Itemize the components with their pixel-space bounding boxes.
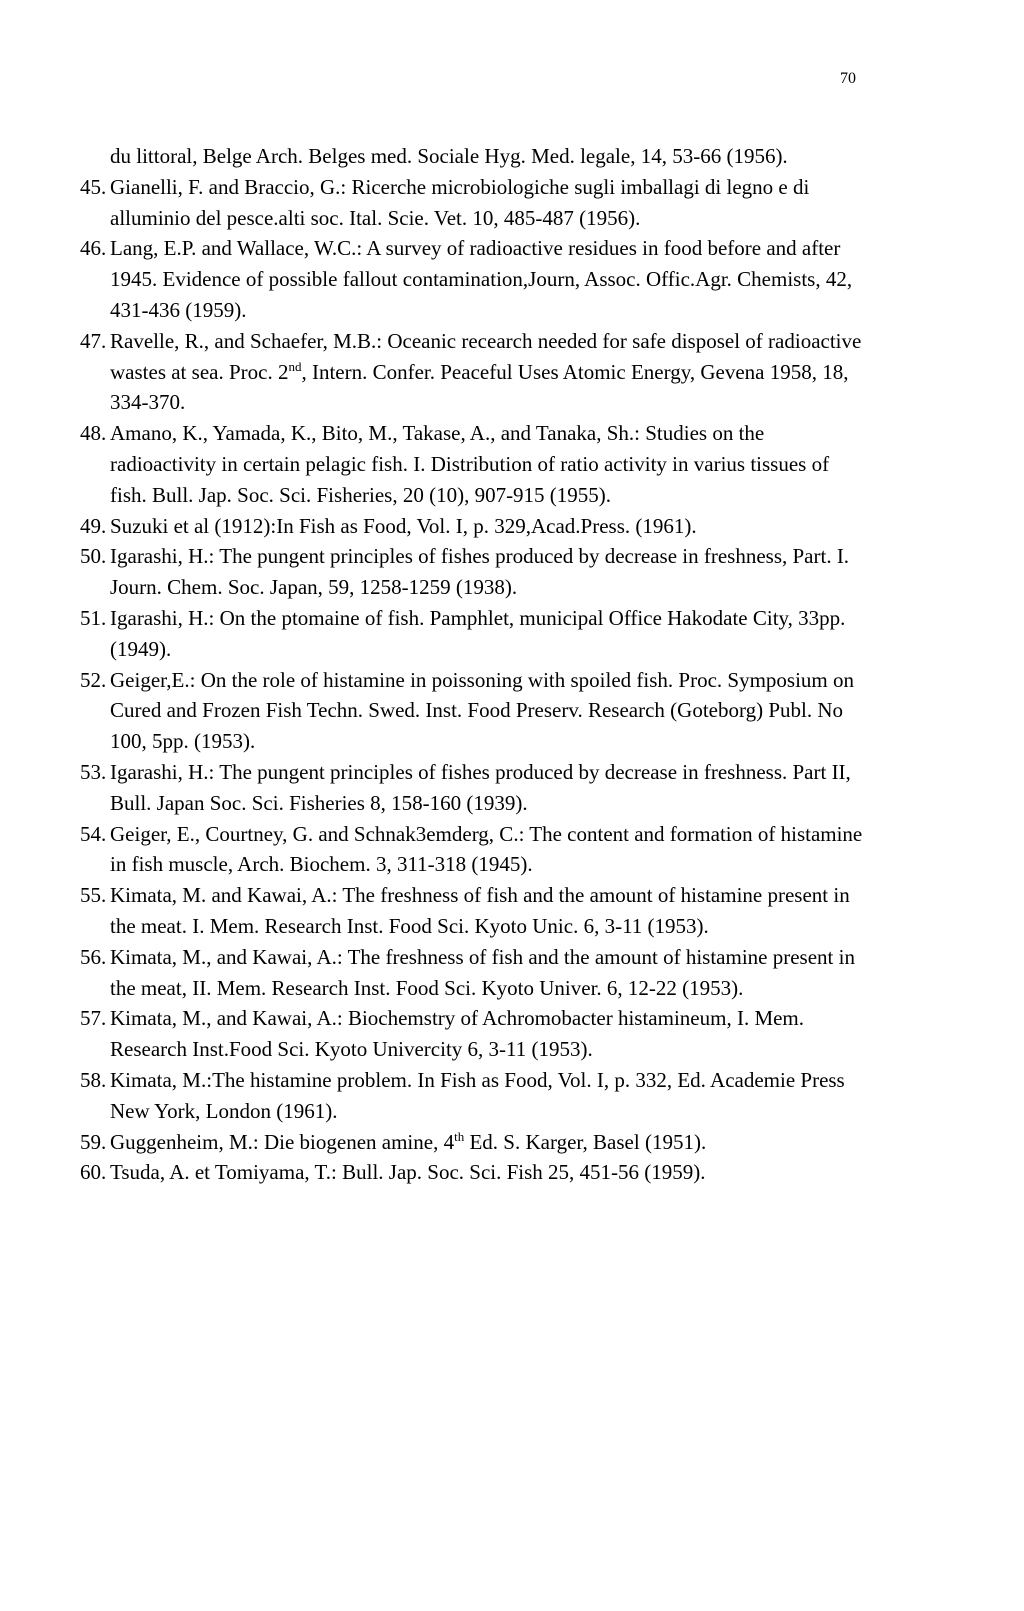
reference-text: Tsuda, A. et Tomiyama, T.: Bull. Jap. Soc. Sci. Fish 25, 451-56 (1959).	[110, 1160, 706, 1185]
reference-continuation: du littoral, Belge Arch. Belges med. Sociale Hyg. Med. legale, 14, 53-66 (1956).	[110, 144, 788, 168]
reference-text: Geiger,E.: On the role of histamine in poissoning with spoiled fish. Proc. Symposium on Cured and Frozen Fish Techn. Swed. Inst. Food Preserv. Research (Goteborg) Publ. No 100, 5pp. (1953).	[110, 667, 855, 754]
reference-number: 48.	[80, 421, 107, 446]
reference-number: 53.	[80, 759, 107, 784]
reference-number: 54.	[80, 821, 107, 846]
reference-item	[80, 603, 870, 665]
reference-number: 47.	[80, 328, 107, 353]
reference-superscript: nd	[288, 358, 302, 374]
reference-number: 57.	[80, 1006, 107, 1031]
reference-text: Igarashi, H.: The pungent principles of fishes produced by decrease in freshness, Part. I. Journ. Chem. Soc. Japan, 59, 1258-1259 (1938).	[110, 544, 850, 600]
reference-number: 58.	[80, 1067, 107, 1092]
reference-number: 60.	[80, 1160, 107, 1185]
reference-item	[80, 1065, 870, 1127]
reference-item	[80, 172, 870, 234]
reference-text-continued: , Intern. Confer. Peaceful Uses Atomic Energy, Gevena 1958, 18, 334-370.	[110, 359, 849, 415]
reference-number: 52.	[80, 667, 107, 692]
reference-item	[80, 1003, 870, 1065]
reference-number: 49.	[80, 513, 107, 538]
reference-item	[80, 1127, 870, 1158]
reference-text: Ravelle, R., and Schaefer, M.B.: Oceanic recearch needed for safe disposel of radioactive wastes at sea. Proc. 2	[110, 328, 862, 384]
reference-item	[80, 665, 870, 757]
reference-number: 46.	[80, 236, 107, 261]
reference-number: 55.	[80, 883, 107, 908]
reference-text: Gianelli, F. and Braccio, G.: Ricerche microbiologiche sugli imballagi di legno e di alluminio del pesce.alti soc. Ital. Scie. Vet. 10, 485-487 (1956).	[110, 174, 810, 230]
reference-text: Geiger, E., Courtney, G. and Schnak3emderg, C.: The content and formation of histamine in fish muscle, Arch. Biochem. 3, 311-318 (1945).	[110, 821, 863, 877]
reference-item	[80, 511, 870, 542]
reference-text: Kimata, M.:The histamine problem. In Fish as Food, Vol. I, p. 332, Ed. Academie Press New York, London (1961).	[110, 1067, 845, 1123]
reference-number: 45.	[80, 174, 107, 199]
reference-item	[80, 1157, 870, 1188]
reference-text: Suzuki et al (1912):In Fish as Food, Vol. I, p. 329,Acad.Press. (1961).	[110, 513, 697, 538]
reference-text: Igarashi, H.: The pungent principles of fishes produced by decrease in freshness. Part II, Bull. Japan Soc. Sci. Fisheries 8, 158-160 (1939).	[110, 759, 851, 815]
reference-text: Guggenheim, M.: Die biogenen amine, 4	[110, 1129, 455, 1154]
reference-item	[80, 541, 870, 603]
reference-number: 56.	[80, 944, 107, 969]
reference-text: Amano, K., Yamada, K., Bito, M., Takase, A., and Tanaka, Sh.: Studies on the radioactivity in certain pelagic fish. I. Distribution of ratio activity in varius tissues of fish. Bull. Jap. Soc. Sci. Fisheries, 20 (10), 907-915 (1955).	[110, 421, 830, 507]
reference-item	[80, 942, 870, 1004]
reference-number: 51.	[80, 605, 107, 630]
reference-item	[80, 880, 870, 942]
reference-text: Kimata, M. and Kawai, A.: The freshness of fish and the amount of histamine present in the meat. I. Mem. Research Inst. Food Sci. Kyoto Unic. 6, 3-11 (1953).	[110, 883, 850, 938]
reference-superscript: th	[454, 1128, 465, 1144]
reference-text: Kimata, M., and Kawai, A.: Biochemstry of Achromobacter histamineum, I. Mem. Research Inst.Food Sci. Kyoto Univercity 6, 3-11 (1953).	[110, 1006, 805, 1062]
reference-text: Igarashi, H.: On the ptomaine of fish. Pamphlet, municipal Office Hakodate City, 33pp. (1949).	[110, 605, 846, 661]
reference-text-continued: Ed. S. Karger, Basel (1951).	[464, 1129, 707, 1154]
reference-text: Kimata, M., and Kawai, A.: The freshness of fish and the amount of histamine present in the meat, II. Mem. Research Inst. Food Sci. Kyoto Univer. 6, 12-22 (1953).	[110, 944, 855, 1000]
page-number: 70	[840, 70, 856, 87]
reference-item	[80, 819, 870, 881]
reference-item	[80, 418, 870, 510]
reference-text: Lang, E.P. and Wallace, W.C.: A survey of radioactive residues in food before and after 1945. Evidence of possible fallout contamination,Journ, Assoc. Offic.Agr. Chemists, 42, 431-436 (1959).	[110, 236, 853, 322]
reference-number: 59.	[80, 1129, 107, 1154]
reference-list	[80, 141, 870, 1188]
reference-item	[80, 757, 870, 819]
reference-item	[80, 233, 870, 325]
reference-item	[80, 326, 870, 418]
reference-number: 50.	[80, 544, 107, 569]
